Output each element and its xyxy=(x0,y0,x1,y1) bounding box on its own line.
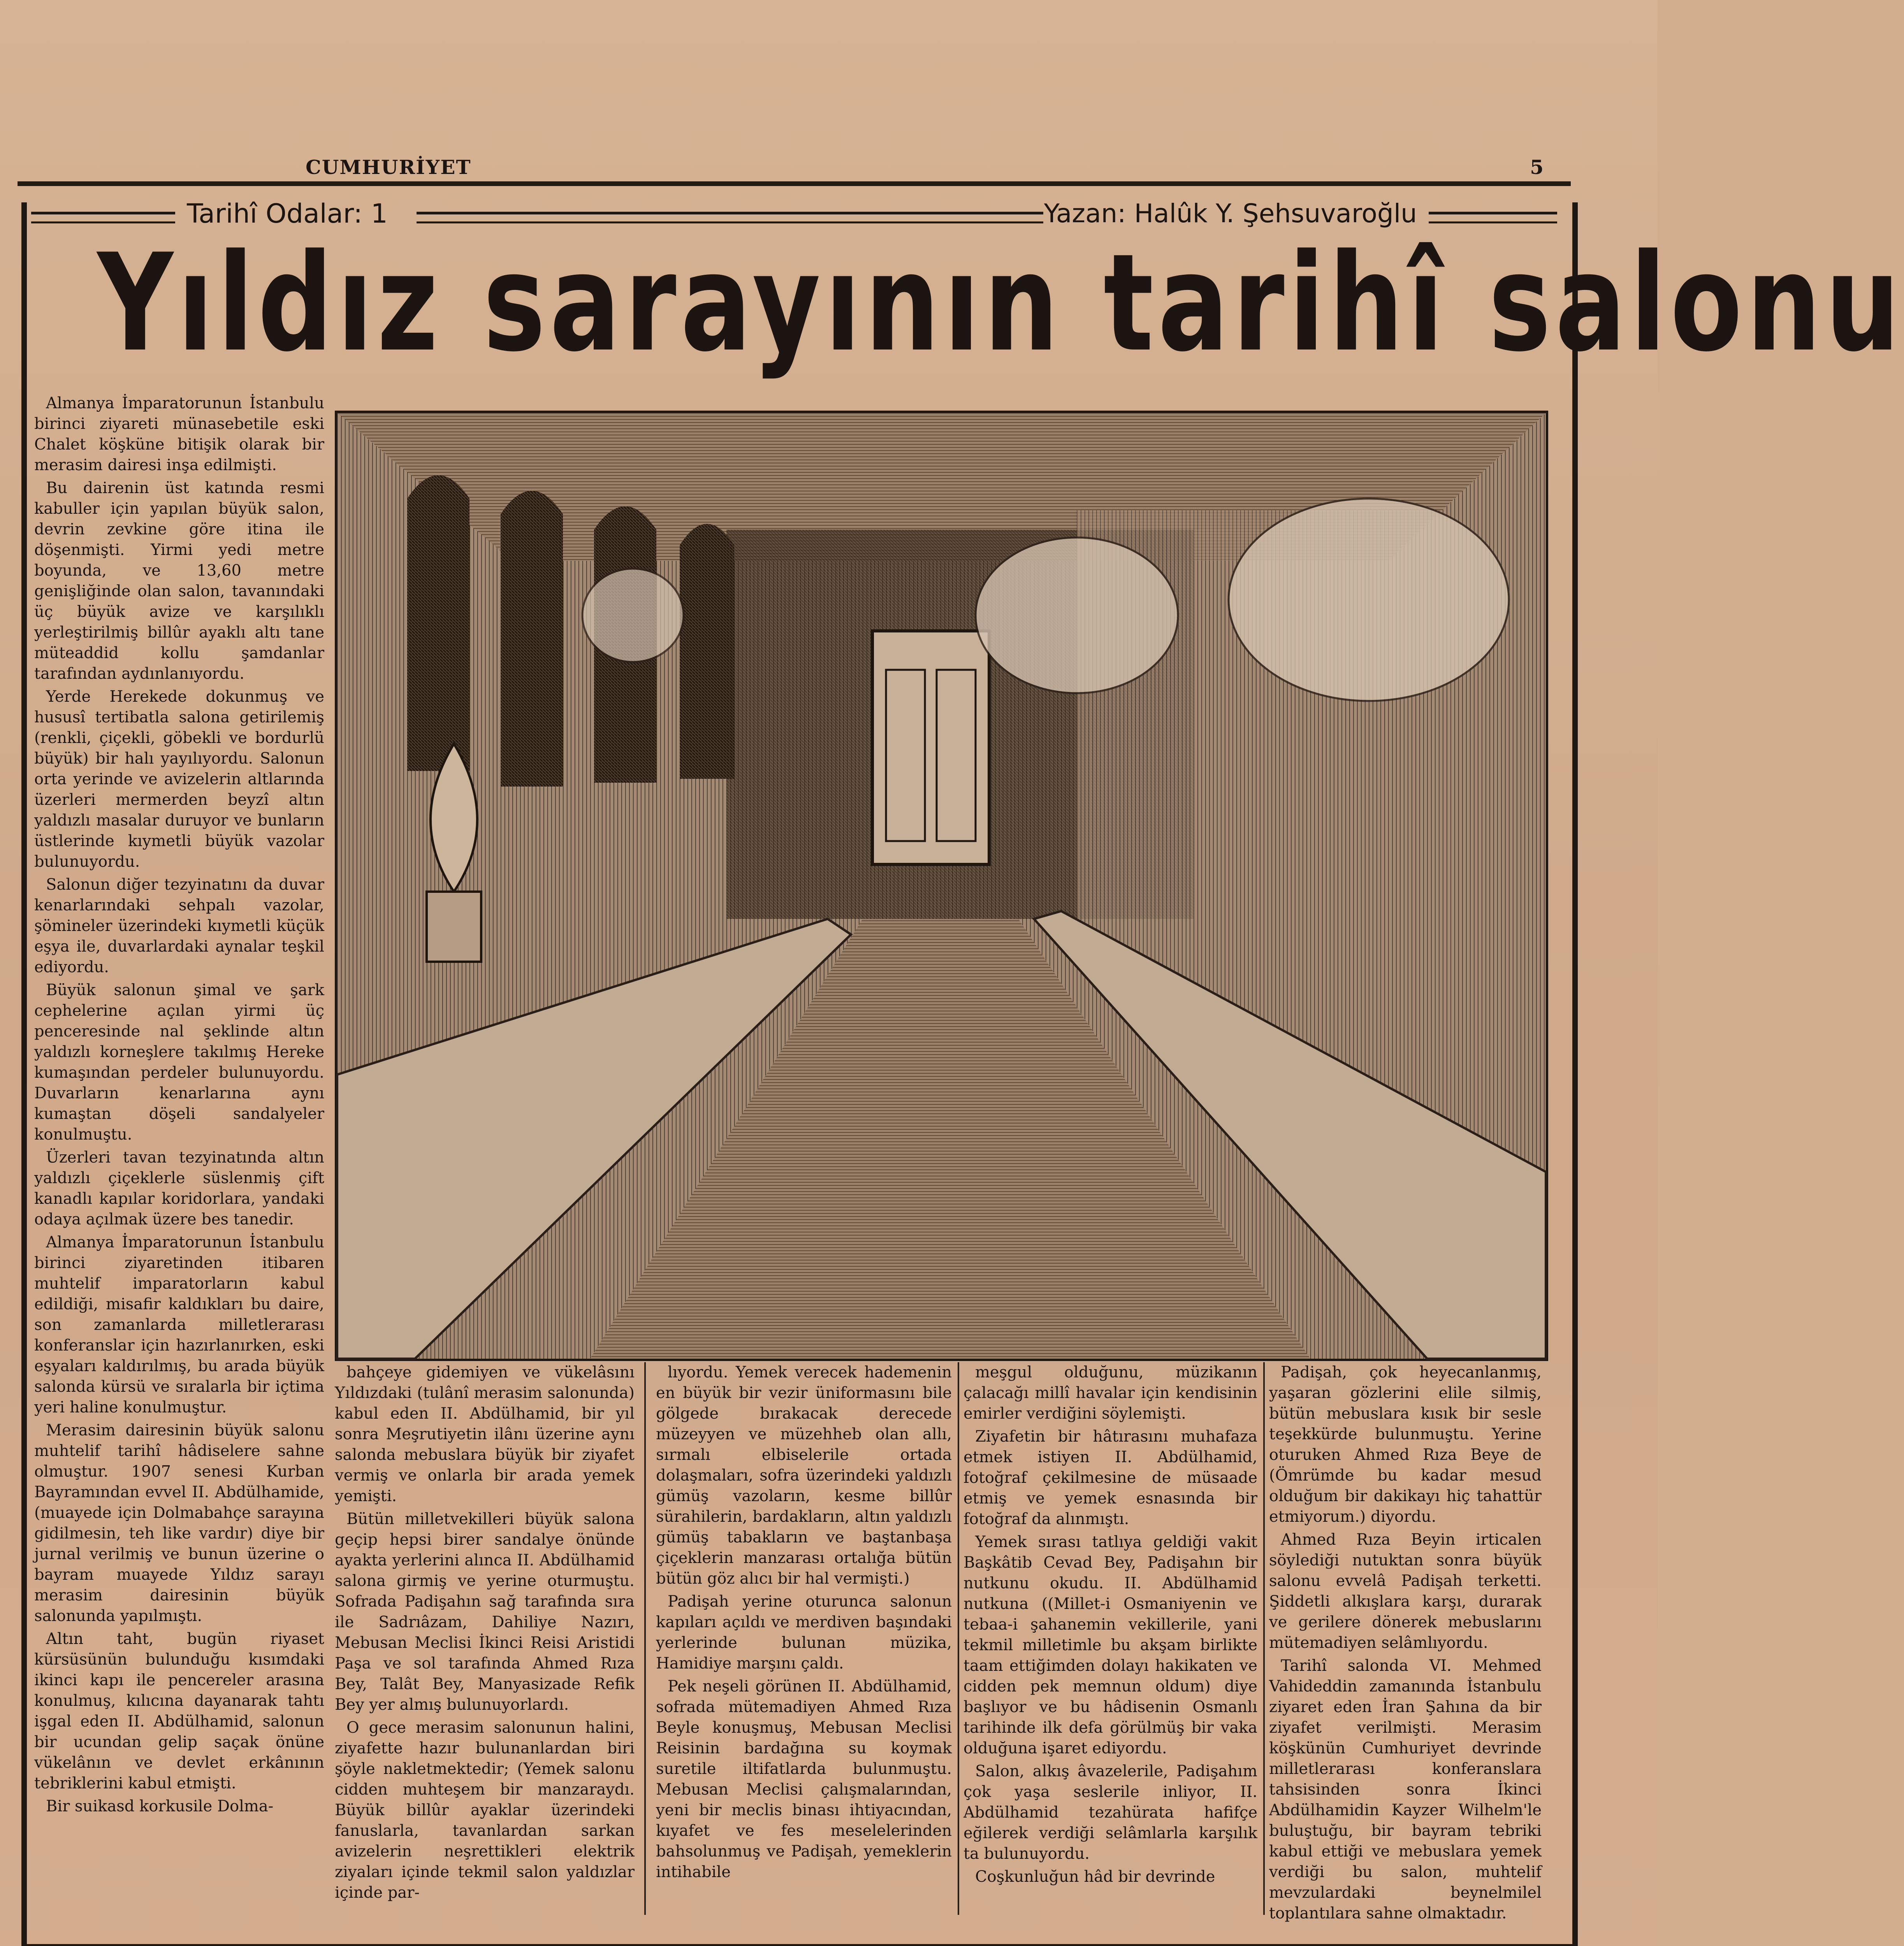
paragraph: Padişah yerine oturunca salonun kapıları açıldı ve merdiven başındaki yerlerinde bulunan müzika, Hamidiye marşını çaldı. xyxy=(656,1593,952,1672)
column-divider xyxy=(958,1362,959,1915)
paragraph: Yerde Herekede dokunmuş ve hususî tertibatla salona getirilemiş (renkli, çiçekli, göbekli ve bordurlü büyük) bir halı yayılıyordu. Salonun orta yerinde ve avizelerin altlarında üzerleri mermerden beyzî altın yaldızlı masalar duruyor ve bunların üstlerinde kıymetli büyük vazolar bulunuyordu. xyxy=(34,688,324,871)
article-column-3 xyxy=(656,1362,952,1919)
paragraph: lıyordu. Yemek verecek hademenin en büyük bir vezir üniformasını bile gölgede bırakacak derecede müzeyyen ve müzehheb olan allı, sırmalı elbiselerile ortada dolaşmaları, sofra üzerindeki yaldızlı gümüş vazoların, kesme billûr sürahilerin, bardakların, altın yaldızlı gümüş tabakların ve baştanbaşa çiçeklerin manzarası ortalığa bütün bütün göz alıcı bir hal vermişti.) xyxy=(656,1363,952,1588)
decorative-rule-left xyxy=(31,212,175,223)
paragraph: Almanya İmparatorunun İstanbulu birinci ziyaretinden itibaren muhtelif imparatorların kabul edildiği, misafir kaldıkları bu daire, son zamanlarda milletlerarası konferanslar için hazırlanırken, eski eşyaları kaldırılmış, bu arada büyük salonda kürsü ve sıralarla bir içtima yeri haline konulmuştur. xyxy=(34,1233,324,1416)
article-column-1 xyxy=(34,393,324,1923)
masthead xyxy=(18,148,1571,179)
paragraph: Tarihî salonda VI. Mehmed Vahideddin zamanında İstanbulu ziyaret eden İran Şahına da bir ziyafet verilmişti. Merasim köşkünün Cumhuriyet devrinde milletlerarası konferanslara tahsisinden sonra İkinci Abdülhamidin Kayzer Wilhelm'le buluştuğu, bir bayram tebriki kabul ettiği ve mebuslara yemek verdiği bu salon, muhtelif mevzulardaki beynelmilel toplantılara sahne olmaktadır. xyxy=(1269,1657,1542,1922)
banquet-hall-engraving xyxy=(335,411,1548,1361)
paragraph: Pek neşeli görünen II. Abdülhamid, sofrada mütemadiyen Ahmed Rıza Beyle konuşmuş, Mebusan Meclisi Reisinin bardağına su koymak suretile iltifatlarda bulunmuştu. Mebusan Meclisi çalışmalarından, yeni bir meclis binası ihtiyacından, kıyafet ve fes meselelerinden bahsolunmuş ve Padişah, yemeklerin intihabile xyxy=(656,1677,952,1881)
article-column-2 xyxy=(335,1362,635,1919)
page-number: 5 xyxy=(1530,156,1544,179)
paragraph: Ziyafetin bir hâtırasını muhafaza etmek istiyen II. Abdülhamid, fotoğraf çekilmesine de müsaade etmiş ve yemek esnasında bir fotoğraf da alınmıştı. xyxy=(963,1428,1257,1528)
paragraph: Bu dairenin üst katında resmi kabuller için yapılan büyük salon, devrin zevkine göre itina ile döşenmişti. Yirmi yedi metre boyunda, ve 13,60 metre genişliğinde olan salon, tavanındaki üç büyük avize ve karşılıklı yerleştirilmiş billûr ayaklı altı tane müteaddid kollu şamdanlar tarafından aydınlanıyordu. xyxy=(34,479,324,683)
paragraph: Bir suikasd korkusile Dolma- xyxy=(46,1797,274,1815)
paragraph: Ahmed Rıza Beyin irticalen söylediği nutuktan sonra büyük salonu evvelâ Padişah terketti. Şiddetli alkışlara karşı, durarak ve gerilere dönerek mebuslarını mütemadiyen selâmlıyordu. xyxy=(1269,1531,1542,1652)
paper-name: CUMHURİYET xyxy=(306,156,471,179)
article-headline: Yıldız sarayının tarihî salonu xyxy=(97,225,1904,381)
paragraph: Büyük salonun şimal ve şark cephelerine açılan yirmi üç penceresinde nal şeklinde altın yaldızlı korneşlere takılmış Hereke kumaşından perdeler bulunuyordu. Duvarların kenarlarına aynı kumaştan döşeli sandalyeler konulmuştu. xyxy=(34,981,324,1143)
decorative-rule-right xyxy=(1429,212,1557,223)
paragraph: Coşkunluğun hâd bir devrinde xyxy=(975,1868,1215,1886)
column-divider xyxy=(1263,1362,1265,1915)
paragraph: meşgul olduğunu, müzikanın çalacağı millî havalar için kendisinin emirler verdiğini söylemişti. xyxy=(963,1363,1257,1423)
paragraph: O gece merasim salonunun halini, ziyafette hazır bulunanlardan biri şöyle nakletmektedir; (Yemek salonu cidden muhteşem bir manzaraydı. Büyük billûr ayaklar üzerindeki fanuslarla, tavanlardan sarkan avizelerin neşrettikleri elektrik ziyaları içinde tekmil salon yaldızlar içinde par- xyxy=(335,1719,635,1902)
paragraph: Altın taht, bugün riyaset kürsüsünün bulunduğu kısımdaki ikinci kapı ile pencereler arasına konulmuş, kılıcına dayanarak tahtı işgal eden II. Abdülhamid, salonun bir ucundan gelip saçak önüne vükelânın ve devlet erkânının tebriklerini kabul etmişti. xyxy=(34,1630,324,1792)
paragraph: Yemek sırası tatlıya geldiği vakit Başkâtib Cevad Bey, Padişahın bir nutkunu okudu. II. Abdülhamid nutkuna ((Millet-i Osmaniyenin ve tebaa-i şahanemin vekillerile, yani tekmil milletimle bu akşam birlikte taam ettiğimden dolayı hakikaten ve cidden pek memnun oldum) diye başlıyor ve bu hâdisenin Osmanlı tarihinde ilk defa görülmüş bir vaka olduğuna işaret ediyordu. xyxy=(963,1533,1257,1757)
series-label: Tarihî Odalar: 1 xyxy=(187,198,388,229)
paragraph: bahçeye gidemiyen ve vükelâsını Yıldızdaki (tulânî merasim salonunda) kabul eden II. Abdülhamid, bir yıl sonra Meşrutiyetin ilânı üzerine aynı salonda mebuslara büyük bir ziyafet vermiş ve onlarla bir arada yemek yemişti. xyxy=(335,1363,635,1505)
decorative-rule-middle xyxy=(417,212,1043,223)
paragraph: Merasim dairesinin büyük salonu muhtelif tarihî hâdiselere sahne olmuştur. 1907 senesi Kurban Bayramından evvel II. Abdülhamide, (muayede için Dolmabahçe sarayına gidilmesin, teh like vardır) diye bir jurnal verilmiş ve bunun üzerine o bayram muayede Yıldız sarayı merasim dairesinin büyük salonunda yapılmıştı. xyxy=(34,1421,324,1625)
column-divider xyxy=(644,1362,646,1915)
paragraph: Padişah, çok heyecanlanmış, yaşaran gözlerini elile silmiş, bütün mebuslara kısık bir sesle teşekkürde bulunmuştu. Yerine oturuken Ahmed Rıza Beye de (Ömrümde bu kadar mesud olduğum bir dakikayı hiç tahattür etmiyorum.) diyordu. xyxy=(1269,1363,1542,1526)
paragraph: Üzerleri tavan tezyinatında altın yaldızlı çiçeklerle süslenmiş çift kanadlı kapılar koridorlara, yandaki odaya açılmak üzere bes tanedir. xyxy=(34,1149,324,1228)
paragraph: Salon, alkış âvazelerile, Padişahım çok yaşa seslerile inliyor, II. Abdülhamid tezahürata hafifçe eğilerek verdiği selâmlarla karşılık ta bulunuyordu. xyxy=(963,1762,1257,1863)
masthead-rule xyxy=(18,181,1571,186)
paragraph: Almanya İmparatorunun İstanbulu birinci ziyareti münasebetile eski Chalet köşküne bitişik olarak bir merasim dairesi inşa edilmişti. xyxy=(34,394,324,474)
article-column-4 xyxy=(963,1362,1257,1919)
author-byline: Yazan: Halûk Y. Şehsuvaroğlu xyxy=(1044,198,1417,228)
paragraph: Salonun diğer tezyinatını da duvar kenarlarındaki sehpalı vazolar, şömineler üzerindeki kıymetli küçük eşya ile, duvarlardaki aynalar teşkil ediyordu. xyxy=(34,876,324,976)
paragraph: Bütün milletvekilleri büyük salona geçip hepsi birer sandalye önünde ayakta yerlerini alınca II. Abdülhamid salona girmiş ve yerine oturmuştu. Sofrada Padişahın sağ tarafında sıra ile Sadrıâzam, Dahiliye Nazırı, Mebusan Meclisi İkinci Reisi Aristidi Paşa ve sol tarafında Ahmed Rıza Bey, Talât Bey, Manyasizade Refik Bey yer almış bulunuyorlardı. xyxy=(335,1510,635,1714)
article-column-5 xyxy=(1269,1362,1542,1922)
